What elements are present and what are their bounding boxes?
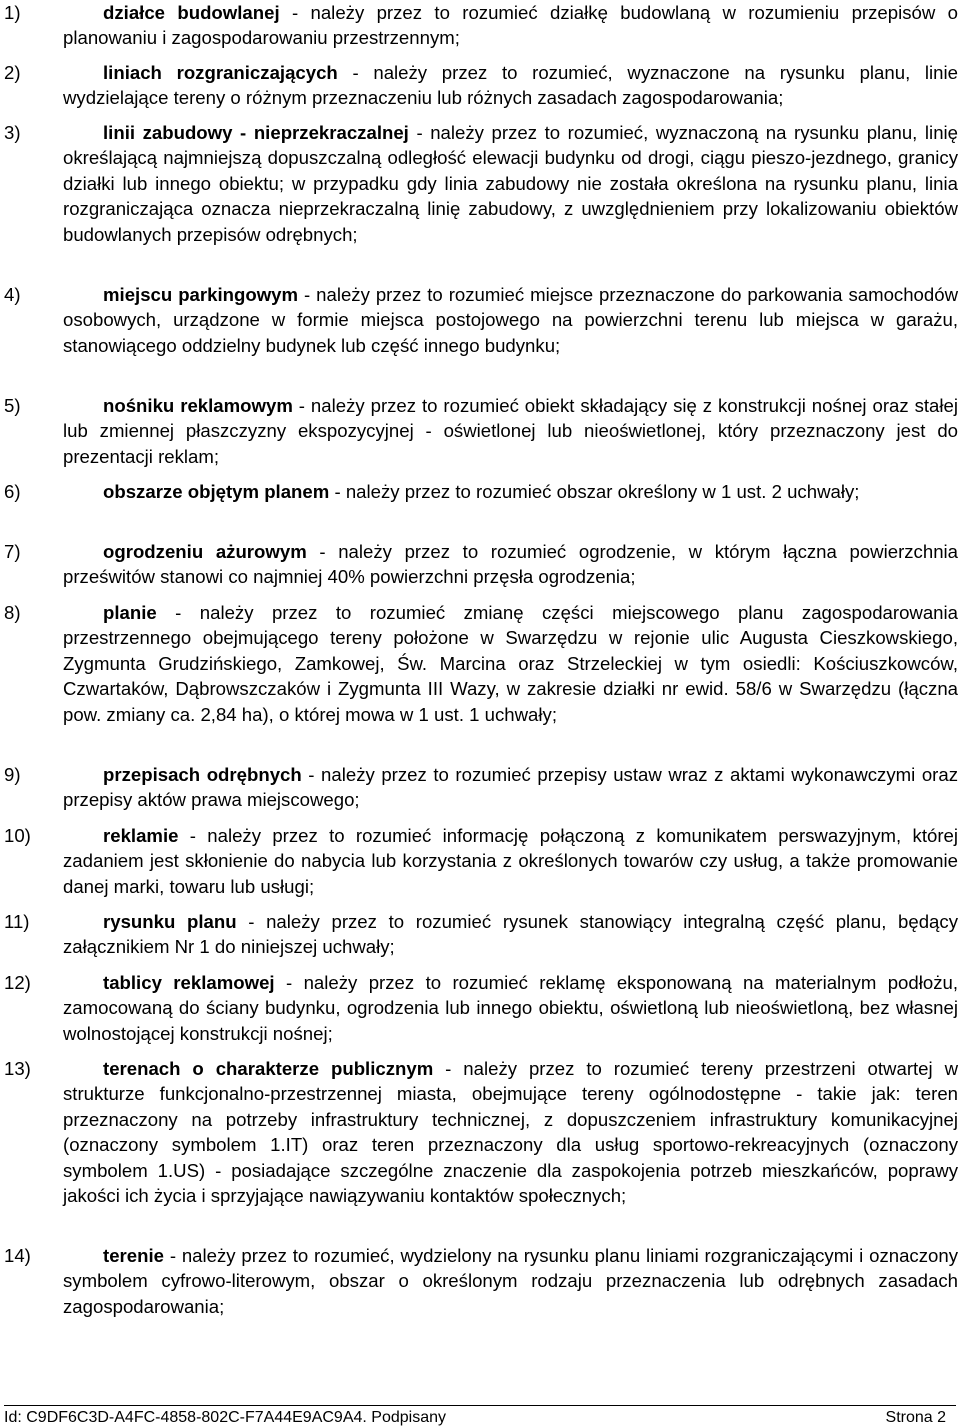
definition-14: [0, 1243, 960, 1319]
definition-term: liniach rozgraniczających: [103, 62, 338, 83]
definition-term: przepisach odrębnych: [103, 764, 302, 785]
definition-term: terenie: [103, 1245, 164, 1266]
definition-text: - należy przez to rozumieć obszar określony w 1 ust. 2 uchwały;: [329, 481, 860, 502]
definition-4: [0, 282, 960, 358]
definition-number: 8): [4, 602, 21, 623]
definition-term: linii zabudowy - nieprzekraczalnej: [103, 122, 409, 143]
page-number: Strona 2: [885, 1409, 946, 1426]
definition-number: 10): [4, 825, 31, 846]
definition-text: - należy przez to rozumieć ogrodzenie, w którym łączna powierzchnia prześwitów stanowi co najmniej 40% powierzchni przęsła ogrodzenia;: [63, 541, 959, 588]
definition-term: działce budowlanej: [103, 2, 280, 23]
definition-12: [0, 970, 960, 1046]
definition-text: - należy przez to rozumieć, wyznaczoną na rysunku planu, linię określającą najmniejszą dopuszczalną odległość elewacji budynku od drogi, ciągu pieszo-jezdnego, granicy działki lub innego obiektu; w przypadku gdy linia zabudowy nie została określona na rysunku planu, linia rozgraniczająca oznacza nieprzekraczalną linię zabudowy, z uwzględnieniem przy lokalizowaniu obiektów budowlanych przepisów odrębnych;: [63, 122, 959, 245]
definition-text: - należy przez to rozumieć reklamę eksponowaną na materialnym podłożu, zamocowaną do ściany budynku, ogrodzenia lub innego obiektu, oświetloną lub nieoświetloną, bez własnej wolnostojącej konstrukcji nośnej;: [63, 972, 959, 1044]
definition-number: 2): [4, 62, 21, 83]
definition-text: - należy przez to rozumieć obiekt składający się z konstrukcji nośnej oraz stałej lub zmiennej płaszczyzny ekspozycyjnej - oświetlonej lub nieoświetlonej, który przeznaczony jest do prezentacji reklam;: [63, 395, 958, 467]
page-footer: [0, 1401, 960, 1428]
definition-number: 3): [4, 122, 21, 143]
definition-1: [0, 0, 960, 51]
definition-number: 14): [4, 1245, 31, 1266]
definition-7: [0, 539, 960, 590]
definition-term: planie: [103, 602, 157, 623]
definition-13: [0, 1056, 960, 1208]
definition-3: [0, 120, 960, 247]
definition-10: [0, 823, 960, 899]
definition-term: miejscu parkingowym: [103, 284, 299, 305]
definition-number: 7): [4, 541, 21, 562]
document-id: Id: C9DF6C3D-A4FC-4858-802C-F7A44E9AC9A4. Podpisany: [4, 1409, 446, 1426]
definition-2: [0, 60, 960, 111]
footer-divider: [4, 1405, 956, 1406]
definition-term: obszarze objętym planem: [103, 481, 330, 502]
definition-number: 11): [4, 911, 30, 932]
definition-text: - należy przez to rozumieć przepisy ustaw wraz z aktami wykonawczymi oraz przepisy aktów prawa miejscowego;: [63, 764, 958, 811]
definition-term: tablicy reklamowej: [103, 972, 275, 993]
definition-term: rysunku planu: [103, 911, 237, 932]
definition-text: - należy przez to rozumieć, wyznaczone na rysunku planu, linie wydzielające tereny o różnym przeznaczeniu lub różnych zasadach zagospodarowania;: [63, 62, 958, 109]
definition-number: 13): [4, 1058, 31, 1079]
definition-number: 1): [4, 2, 21, 23]
definition-text: - należy przez to rozumieć informację połączoną z komunikatem perswazyjnym, której zadaniem jest skłonienie do nabycia lub korzystania z określonych towarów czy usług, a także promowanie danej marki, towaru lub usługi;: [63, 825, 958, 897]
definition-number: 6): [4, 481, 21, 502]
definition-number: 12): [4, 972, 31, 993]
definition-number: 9): [4, 764, 21, 785]
definition-text: - należy przez to rozumieć rysunek stanowiący integralną część planu, będący załącznikiem Nr 1 do niniejszej uchwały;: [63, 911, 958, 958]
definition-8: [0, 600, 960, 727]
definition-text: - należy przez to rozumieć, wydzielony na rysunku planu liniami rozgraniczającymi i oznaczony symbolem cyfrowo-literowym, obszar o określonym rodzaju przeznaczenia lub odrębnych zasadach zagospodarowania;: [63, 1245, 958, 1317]
definition-text: - należy przez to rozumieć działkę budowlaną w rozumieniu przepisów o planowaniu i zagospodarowaniu przestrzennym;: [63, 2, 958, 49]
definition-term: terenach o charakterze publicznym: [103, 1058, 434, 1079]
definition-11: [0, 909, 960, 960]
definition-term: nośniku reklamowym: [103, 395, 293, 416]
definition-term: ogrodzeniu ażurowym: [103, 541, 307, 562]
definition-text: - należy przez to rozumieć tereny przestrzeni otwartej w strukturze funkcjonalno-przestrzennej miasta, obejmujące tereny ogólnodostępne - takie jak: teren przeznaczony na potrzeby infrastruktury technicznej, z dopuszczeniem infrastruktury komunikacyjnej (oznaczony symbolem 1.IT) oraz teren przeznaczony dla usług sportowo-rekreacyjnych (oznaczony symbolem 1.US) - posiadające szczególne znaczenie dla zaspokojenia potrzeb mieszkańców, poprawy jakości ich życia i sprzyjające nawiązywaniu kontaktów społecznych;: [63, 1058, 958, 1207]
definition-number: 4): [4, 284, 21, 305]
definition-text: - należy przez to rozumieć zmianę części miejscowego planu zagospodarowania przestrzennego obejmującego tereny położone w Swarzędzu w rejonie ulic Augusta Cieszkowskiego, Zygmunta Grudzińskiego, Zamkowej, Św. Marcina oraz Strzeleckiej w tym osiedli: Kościuszkowców, Czwartaków, Dąbrowszczaków i Zygmunta III Wazy, w zakresie działki nr ewid. 58/6 w Swarzędzu (łączna pow. zmiany ca. 2,84 ha), o której mowa w 1 ust. 1 uchwały;: [63, 602, 958, 725]
definition-number: 5): [4, 395, 21, 416]
definition-6: [0, 479, 960, 504]
definition-text: - należy przez to rozumieć miejsce przeznaczone do parkowania samochodów osobowych, urządzone w formie miejsca postojowego na powierzchni terenu lub miejsca w garażu, stanowiącego oddzielny budynek lub część innego budynku;: [63, 284, 958, 356]
definition-5: [0, 393, 960, 469]
definition-term: reklamie: [103, 825, 179, 846]
definition-9: [0, 762, 960, 813]
